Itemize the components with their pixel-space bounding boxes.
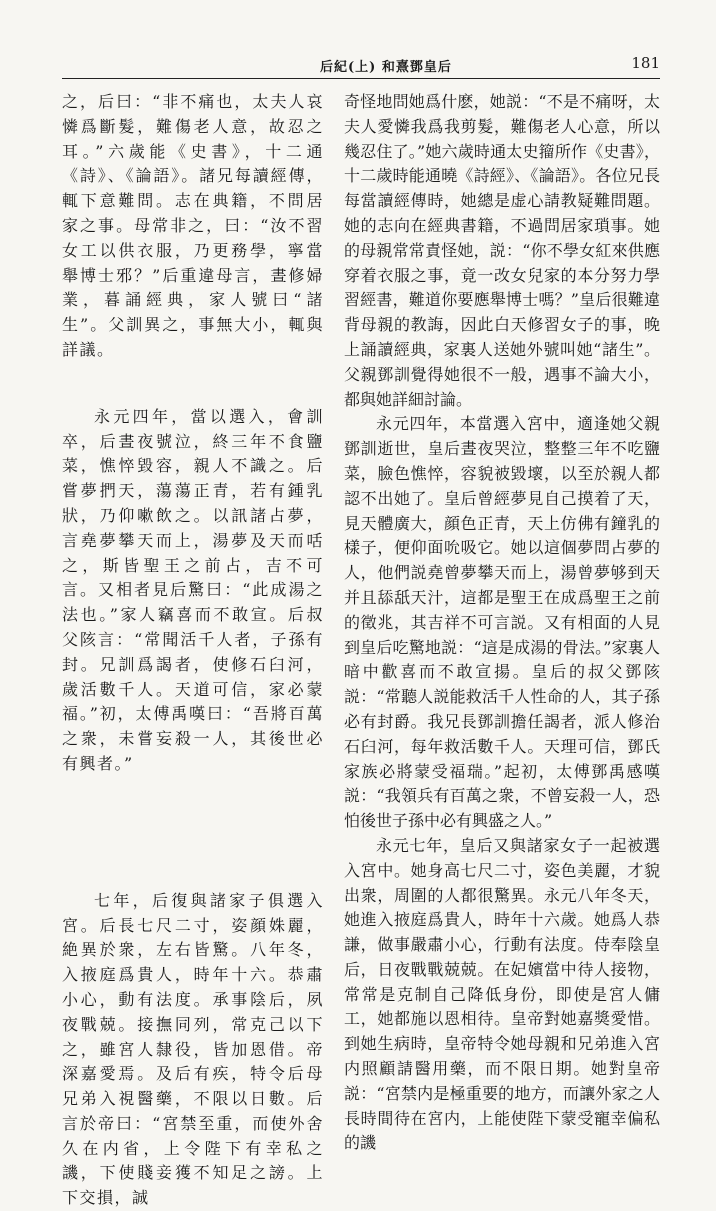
right-column-translation bbox=[344, 90, 660, 1156]
page-header bbox=[62, 54, 660, 76]
right-paragraph-3: 永元七年，皇后又與諸家女子一起被選入宮中。她身高七尺二寸，姿色美麗，才貌出衆，周圍的人都很驚異。永元八年冬天，她進入掖庭爲貴人，時年十六歲。她爲人恭謙，做事嚴肅小心，行動有法度。侍奉陰皇后，日夜戰戰兢兢。在妃嬪當中待人接物，常常是克制自己降低身份，即使是宮人傭工，她都施以恩相待。皇帝對她嘉獎愛惜。到她生病時，皇帝特令她母親和兄弟進入宮内照顧請醫用藥，而不限日期。她對皇帝説：“宮禁内是極重要的地方，而讓外家之人長時間待在宮内，上能使陛下蒙受寵幸偏私的譏 bbox=[344, 835, 660, 1153]
left-paragraph-2: 永元四年，當以選入，會訓卒，后晝夜號泣，終三年不食鹽菜，憔悴毀容，親人不識之。后嘗夢捫天，蕩蕩正青，若有鍾乳狀，乃仰嗽飲之。以訊諸占夢，言堯夢攀天而上，湯夢及天而咶之，斯皆聖王之前占，吉不可言。又相者見后驚曰：“此成湯之法也。”家人竊喜而不敢宣。后叔父陔言：“常聞活千人者，子孫有封。兄訓爲謁者，使修石臼河，歲活數千人。天道可信，家必蒙福。”初，太傅禹嘆曰：“吾將百萬之衆，未嘗妄殺一人，其後世必有興者。” bbox=[62, 406, 324, 773]
left-column-classical-text bbox=[62, 90, 324, 1211]
running-title: 后紀(上) 和熹鄧皇后 bbox=[320, 60, 452, 75]
right-paragraph-1: 奇怪地問她爲什麽，她説：“不是不痛呀，太夫人愛憐我爲我剪髮，難傷老人心意，所以幾忍住了。”她六歲時通太史籀所作《史書》，十二歲時能通曉《詩經》、《論語》。各位兄長每當讀經傳時，她總是虚心請教疑難問題。她的志向在經典書籍，不過問居家瑣事。她的母親常常責怪她，説：“你不學女紅來供應穿着衣服之事，竟一改女兒家的本分努力學習經書，難道你要應舉博士嗎？”皇后很難違背母親的教誨，因此白天修習女子的事，晚上誦讀經典，家裏人送她外號叫她“諸生”。父親鄧訓覺得她很不一般，遇事不論大小，都與她詳細討論。 bbox=[344, 92, 660, 409]
right-paragraph-2: 永元四年，本當選入宮中，適逢她父親鄧訓逝世，皇后晝夜哭泣，整整三年不吃鹽菜，臉色憔悴，容貌被毀壞，以至於親人都認不出她了。皇后曾經夢見自己摸着了天，見天體廣大，顔色正青，天上仿佛有鐘乳的樣子，便仰面吮吸它。她以這個夢問占夢的人，他們説堯曾夢攀天而上，湯曾夢够到天并且舔舐天汁，這都是聖王在成爲聖王之前的徵兆，其吉祥不可言説。又有相面的人見到皇后吃驚地説：“這是成湯的骨法。”家裏人暗中歡喜而不敢宣揚。皇后的叔父鄧陔説：“常聽人説能救活千人性命的人，其子孫必有封爵。我兄長鄧訓擔任謁者，派人修治石臼河，每年救活數千人。天理可信，鄧氏家族必將蒙受福瑞。”起初，太傅鄧禹感嘆説：“我領兵有百萬之衆，不曾妄殺一人，恐怕後世子孫中必有興盛之人。” bbox=[344, 414, 660, 831]
page-number: 181 bbox=[631, 54, 660, 72]
left-paragraph-3: 七年，后復與諸家子俱選入宮。后長七尺二寸，姿顔姝麗，絶異於衆，左右皆驚。八年冬，入掖庭爲貴人，時年十六。恭肅小心，動有法度。承事陰后，夙夜戰兢。接撫同列，常克己以下之，雖宮人隸役，皆加恩借。帝深嘉愛焉。及后有疾，特令后母兄弟入視醫藥，不限以日數。后言於帝曰：“宮禁至重，而使外舍久在内省，上令陛下有幸私之譏，下使賤妾獲不知足之謗。上下交損，誠 bbox=[62, 890, 324, 1208]
header-rule bbox=[62, 78, 660, 79]
left-paragraph-1: 之，后曰：“非不痛也，太夫人哀憐爲斷髮，難傷老人意，故忍之耳。”六歲能《史書》，十二通《詩》、《論語》。諸兄每讀經傳，輒下意難問。志在典籍，不問居家之事。母常非之，曰：“汝不習女工以供衣服，乃更務學，寧當舉博士邪？”后重違母言，晝修婦業，暮誦經典，家人號曰“諸生”。父訓異之，事無大小，輒與詳議。 bbox=[62, 92, 324, 359]
